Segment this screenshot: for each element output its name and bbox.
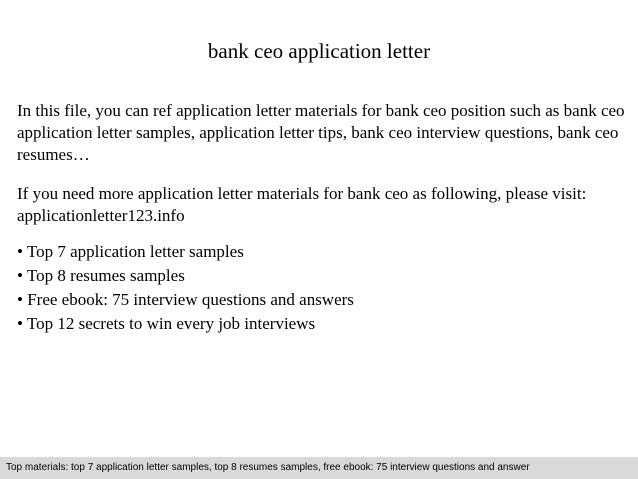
list-item: • Top 8 resumes samples	[17, 266, 185, 285]
footer-bar: Top materials: top 7 application letter samples, top 8 resumes samples, free ebook: 75 interview questions and answer	[0, 457, 638, 479]
visit-paragraph: If you need more application letter materials for bank ceo as following, please visit: applicationletter123.info	[17, 184, 587, 225]
list-item: • Free ebook: 75 interview questions and answers	[17, 290, 354, 309]
slide-title: bank ceo application letter	[207, 39, 431, 63]
list-item: • Top 7 application letter samples	[17, 242, 244, 261]
intro-paragraph: In this file, you can ref application letter materials for bank ceo position such as bank ceo application letter samples, application letter tips, bank ceo interview questions, bank ceo resumes…	[17, 101, 625, 164]
list-item: • Top 12 secrets to win every job interviews	[17, 314, 316, 333]
materials-list	[17, 240, 627, 336]
